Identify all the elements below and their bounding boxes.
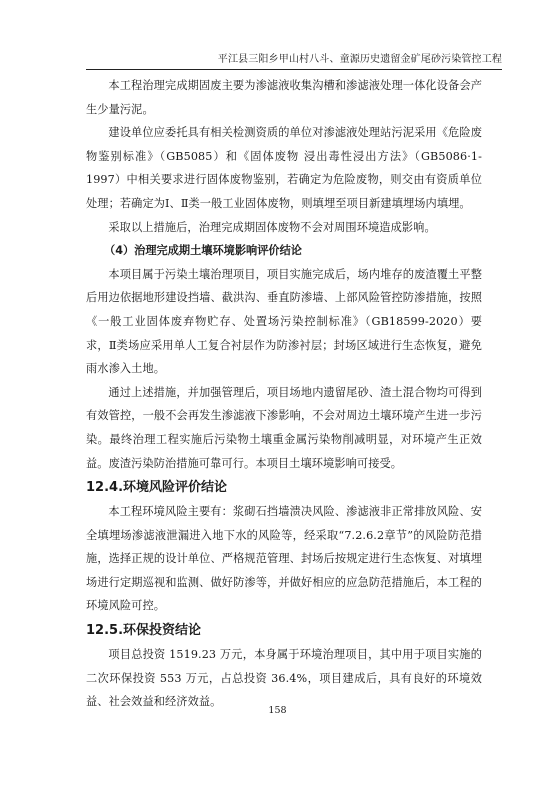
page-header (86, 50, 502, 70)
paragraph-investment: 项目总投资 1519.23 万元，本身属于环境治理项目，其中用于项目实施的二次环保投资 553 万元，占总投资 36.4%，项目建成后，具有良好的环境效益、社会效益和经济效益。 (86, 648, 482, 709)
page-number: 158 (268, 705, 287, 716)
paragraph-hazard-identification: 建设单位应委托具有相关检测资质的单位对渗滤液处理站污泥采用《危险废物鉴别标准》（GB5085）和《固体废物 浸出毒性浸出方法》（GB5086·1-1997）中相关要求进行固体废物鉴别，若确定为危险废物，则交由有资质单位处理；若确定为Ⅰ、Ⅱ类一般工业固体废物，则填埋至项目新建填埋场内填埋。 (86, 126, 482, 210)
paragraph-solid-waste-conclusion: 采取以上措施后，治理完成期固体废物不会对周围环境造成影响。 (108, 220, 436, 234)
document-body (86, 74, 482, 714)
section-heading-risk: 12.4.环境风险评价结论 (86, 480, 228, 496)
paragraph-soil-conclusion: 通过上述措施，并加强管理后，项目场地内遗留尾砂、渣土混合物均可得到有效管控，一般不会再发生渗滤液下渗影响，不会对周边土壤环境产生进一步污染。最终治理工程实施后污染物土壤重金属污染物削减明显，对环境产生正效益。废渣污染防治措施可靠可行。本项目土壤环境影响可接受。 (86, 385, 482, 470)
section-heading-investment: 12.5.环保投资结论 (86, 623, 202, 639)
paragraph-sludge: 本工程治理完成期固废主要为渗滤液收集沟槽和渗滤液处理一体化设备会产生少量污泥。 (86, 79, 482, 116)
header-title: 平江县三阳乡甲山村八斗、童源历史遗留金矿尾砂污染管控工程 (217, 54, 502, 65)
paragraph-risk: 本工程环境风险主要有：浆砌石挡墙溃决风险、渗滤液非正常排放风险、安全填埋场渗滤液泄漏进入地下水的风险等，经采取“7.2.6.2章节”的风险防范措施，选择正规的设计单位、严格规范管理、封场后按规定进行生态恢复、对填埋场进行定期巡视和监测、做好防渗等，并做好相应的应急防范措施后，本工程的环境风险可控。 (86, 505, 482, 613)
paragraph-soil-measures: 本项目属于污染土壤治理项目，项目实施完成后，场内堆存的废渣覆土平整后用边依据地形建设挡墙、截洪沟、垂直防渗墙、上部风险管控防渗措施，按照《一般工业固体废弃物贮存、处置场污染控制标准》（GB18599-2020）要求，Ⅱ类场应采用单人工复合衬层作为防渗衬层；封场区域进行生态恢复，避免雨水渗入土地。 (86, 267, 482, 376)
subheading-soil-impact: （4）治理完成期土壤环境影响评价结论 (104, 244, 302, 258)
